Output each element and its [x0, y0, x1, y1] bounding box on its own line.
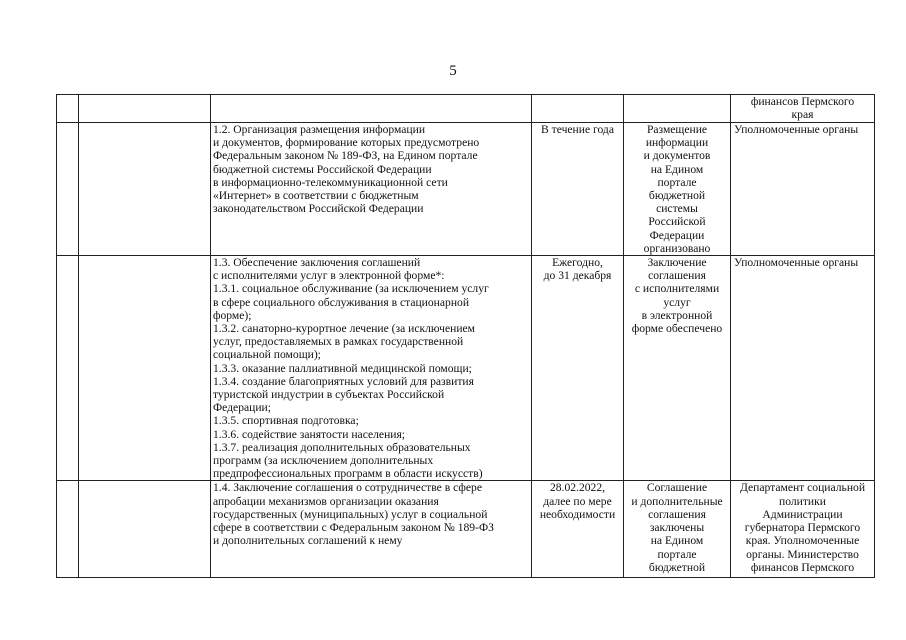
cell-line: заключены [649, 521, 705, 535]
cell-line: Департамент социальной [739, 481, 866, 495]
cell-line: 1.3. Обеспечение заключения соглашений [213, 256, 421, 270]
responsible-cell [731, 256, 875, 481]
cell-line: апробации механизмов организации оказания [213, 494, 439, 508]
cell-line: соглашения [648, 507, 706, 521]
term-cell [532, 95, 624, 123]
plan-table [56, 94, 875, 578]
table-row [57, 256, 875, 481]
term-cell [532, 123, 624, 256]
cell-line: Уполномоченные органы [734, 123, 859, 136]
number-cell [57, 123, 79, 256]
term-cell [532, 481, 624, 578]
cell-line: бюджетной [648, 189, 706, 203]
cell-line: и дополнительные [631, 494, 723, 508]
event-cell [211, 123, 532, 256]
cell-line: 1.3.4. создание благоприятных условий для развития [213, 374, 474, 388]
responsible-cell [731, 95, 875, 123]
cell-line: «Интернет» в соответствии с бюджетным [213, 189, 419, 203]
cell-line: государственных (муниципальных) услуг в социальной [213, 507, 488, 521]
cell-line: 1.4. Заключение соглашения о сотрудничестве в сфере [213, 481, 482, 495]
cell-line: Федерации [649, 228, 705, 242]
number-cell [57, 256, 79, 481]
cell-line: 1.3.5. спортивная подготовка; [213, 414, 359, 428]
cell-line: до 31 декабря [543, 269, 612, 283]
cell-line: финансов Пермского [750, 560, 855, 574]
result-cell [624, 256, 731, 481]
cell-line: портале [657, 547, 697, 561]
cell-line: социальной помощи); [213, 348, 321, 362]
cell-line: и документов [643, 149, 711, 163]
cell-line: на Едином [650, 162, 704, 176]
cell-line: политики [779, 494, 826, 508]
cell-line: законодательством Российской Федерации [213, 202, 424, 216]
table-row [57, 95, 875, 123]
term-cell [532, 256, 624, 481]
cell-line: информации [645, 136, 709, 150]
cell-line: Ежегодно, [552, 256, 603, 270]
cell-line: 1.3.1. социальное обслуживание (за исключением услуг [213, 282, 489, 296]
page-number: 5 [449, 63, 457, 79]
cell-line: финансов Пермского [750, 95, 855, 108]
cell-line: услуг [663, 295, 691, 309]
cell-line: в электронной [641, 308, 713, 322]
cell-line: Администрации [762, 507, 843, 521]
cell-line: 1.3.6. содействие занятости населения; [213, 427, 406, 441]
cell-line: с исполнителями услуг в электронной форме*: [213, 269, 445, 283]
result-cell [624, 123, 731, 256]
cell-line: и дополнительных соглашений к нему [213, 534, 403, 548]
cell-line: Уполномоченные органы [734, 256, 859, 270]
cell-line: на Едином [650, 534, 704, 548]
cell-line: организовано [643, 241, 711, 255]
cell-line: и документов, формирование которых предусмотрено [213, 136, 480, 150]
cell-line: В течение года [541, 123, 614, 136]
cell-line: губернатора Пермского [744, 521, 861, 535]
cell-line: Размещение [646, 123, 708, 136]
cell-line: бюджетной [648, 560, 706, 574]
cell-line: системы [656, 202, 698, 216]
cell-line: органы. Министерство [746, 547, 859, 561]
cell-line: портале [657, 175, 697, 189]
table-row [57, 123, 875, 256]
cell-line: туристской индустрии в субъектах Российской [213, 388, 445, 402]
section-cell [79, 481, 211, 578]
cell-line: соглашения [648, 269, 706, 283]
table-row [57, 481, 875, 578]
section-cell [79, 95, 211, 123]
cell-line: предпрофессиональных программ в области искусств) [213, 467, 483, 481]
number-cell [57, 95, 79, 123]
event-cell [211, 256, 532, 481]
result-cell [624, 95, 731, 123]
cell-line: форме); [213, 308, 252, 322]
event-cell [211, 481, 532, 578]
cell-line: сфере в соответствии с Федеральным законом № 189-ФЗ [213, 521, 494, 535]
cell-line: форме обеспечено [631, 322, 723, 336]
section-cell [79, 123, 211, 256]
result-cell [624, 481, 731, 578]
cell-line: Российской [648, 215, 706, 229]
cell-line: необходимости [539, 507, 616, 521]
cell-line: Федеральным законом № 189-ФЗ, на Едином портале [213, 149, 478, 163]
cell-line: края [791, 108, 814, 122]
responsible-cell [731, 481, 875, 578]
cell-line: 1.3.3. оказание паллиативной медицинской помощи; [213, 361, 472, 375]
cell-line: Федерации; [213, 401, 271, 415]
cell-line: Заключение [647, 256, 707, 270]
cell-line: далее по мере [543, 494, 612, 508]
cell-line: 1.2. Организация размещения информации [213, 123, 426, 136]
cell-line: в сфере социального обслуживания в стационарной [213, 295, 470, 309]
section-cell [79, 256, 211, 481]
cell-line: края. Уполномоченные [745, 534, 860, 548]
cell-line: 1.3.7. реализация дополнительных образовательных [213, 440, 471, 454]
number-cell [57, 481, 79, 578]
cell-line: бюджетной системы Российской Федерации [213, 162, 432, 176]
cell-line: 1.3.2. санаторно-курортное лечение (за исключением [213, 322, 476, 336]
cell-line: 28.02.2022, [549, 481, 606, 495]
cell-line: в информационно-телекоммуникационной сети [213, 175, 448, 189]
event-cell [211, 95, 532, 123]
cell-line: с исполнителями [634, 282, 720, 296]
cell-line: услуг, предоставляемых в рамках государственной [213, 335, 464, 349]
cell-line: Соглашение [646, 481, 708, 495]
responsible-cell [731, 123, 875, 256]
cell-line: программ (за исключением дополнительных [213, 454, 434, 468]
